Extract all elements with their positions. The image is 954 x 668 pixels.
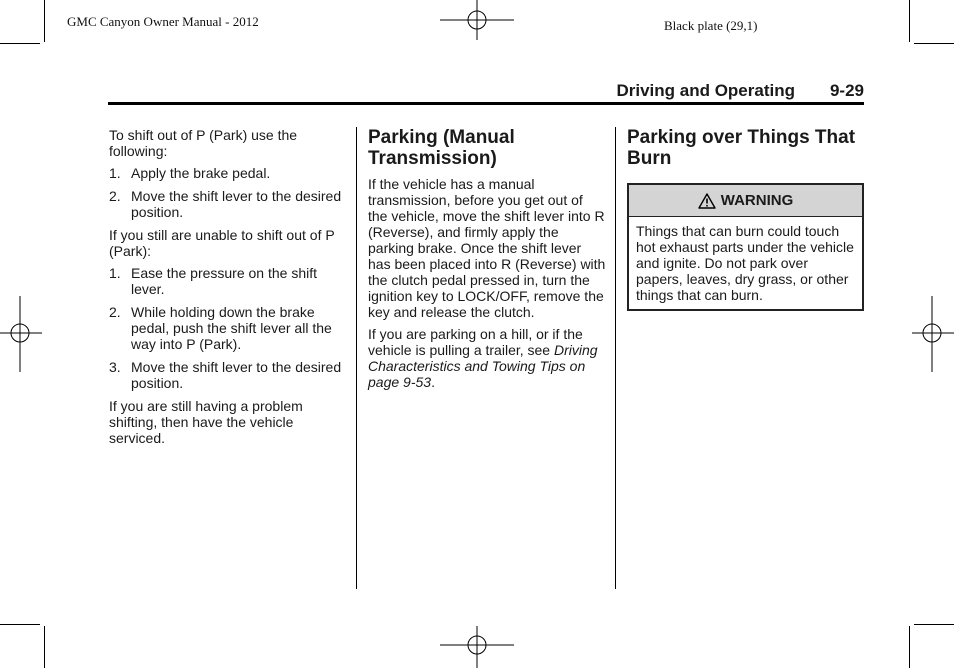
intro-paragraph: To shift out of P (Park) use the following: xyxy=(109,127,298,159)
hill-paragraph: If you are parking on a hill, or if the vehicle is pulling a trailer, see Driving Characteristics and Towing Tips on page 9-53. xyxy=(368,326,598,390)
list-item: 1. Ease the pressure on the shift lever. xyxy=(109,265,317,297)
column-divider-2 xyxy=(615,127,616,589)
column-divider-1 xyxy=(356,127,357,589)
warning-triangle-icon xyxy=(698,193,716,209)
steps-list-1 xyxy=(109,165,345,220)
list-item: 1. Apply the brake pedal. xyxy=(109,165,271,181)
registration-mark-left xyxy=(0,296,42,372)
registration-mark-top xyxy=(440,0,516,42)
section-heading-things-that-burn: Parking over Things That Burn xyxy=(627,127,856,169)
column-3 xyxy=(627,127,864,311)
registration-mark-bottom xyxy=(440,626,516,668)
warning-box xyxy=(627,183,864,311)
column-2 xyxy=(368,127,606,396)
column-1 xyxy=(109,127,345,452)
registration-mark-right xyxy=(912,296,954,372)
list-item: 2. Move the shift lever to the desired position. xyxy=(109,188,342,220)
slug-right: Black plate (29,1) xyxy=(664,18,758,33)
warning-header xyxy=(629,185,862,217)
list-item: 2. While holding down the brake pedal, push the shift lever all the way into P (Park). xyxy=(109,304,332,352)
section-heading-parking-manual: Parking (Manual Transmission) xyxy=(368,127,515,169)
cross-reference-link[interactable]: Driving Characteristics and Towing Tips on page 9-53 xyxy=(368,342,598,390)
page-number: 9-29 xyxy=(829,81,864,100)
section-title: Driving and Operating xyxy=(616,81,795,100)
list-item: 3. Move the shift lever to the desired position. xyxy=(109,359,342,391)
running-head xyxy=(108,80,864,105)
unable-paragraph: If you still are unable to shift out of P (Park): xyxy=(109,227,335,259)
outro-paragraph: If you are still having a problem shifting, then have the vehicle serviced. xyxy=(109,398,303,446)
steps-list-2 xyxy=(109,265,345,391)
warning-body: Things that can burn could touch hot exhaust parts under the vehicle and ignite. Do not park over papers, leaves, dry grass, or other things that can burn. xyxy=(636,223,854,303)
parking-paragraph: If the vehicle has a manual transmission, before you get out of the vehicle, move the shift lever into R (Reverse), and firmly apply the parking brake. Once the shift lever has been placed into R (Reverse) with the clutch pedal pressed in, turn the ignition key to LOCK/OFF, remove the key and release the clutch. xyxy=(368,176,606,320)
warning-label: WARNING xyxy=(720,191,794,209)
slug-left: GMC Canyon Owner Manual - 2012 xyxy=(67,14,259,29)
